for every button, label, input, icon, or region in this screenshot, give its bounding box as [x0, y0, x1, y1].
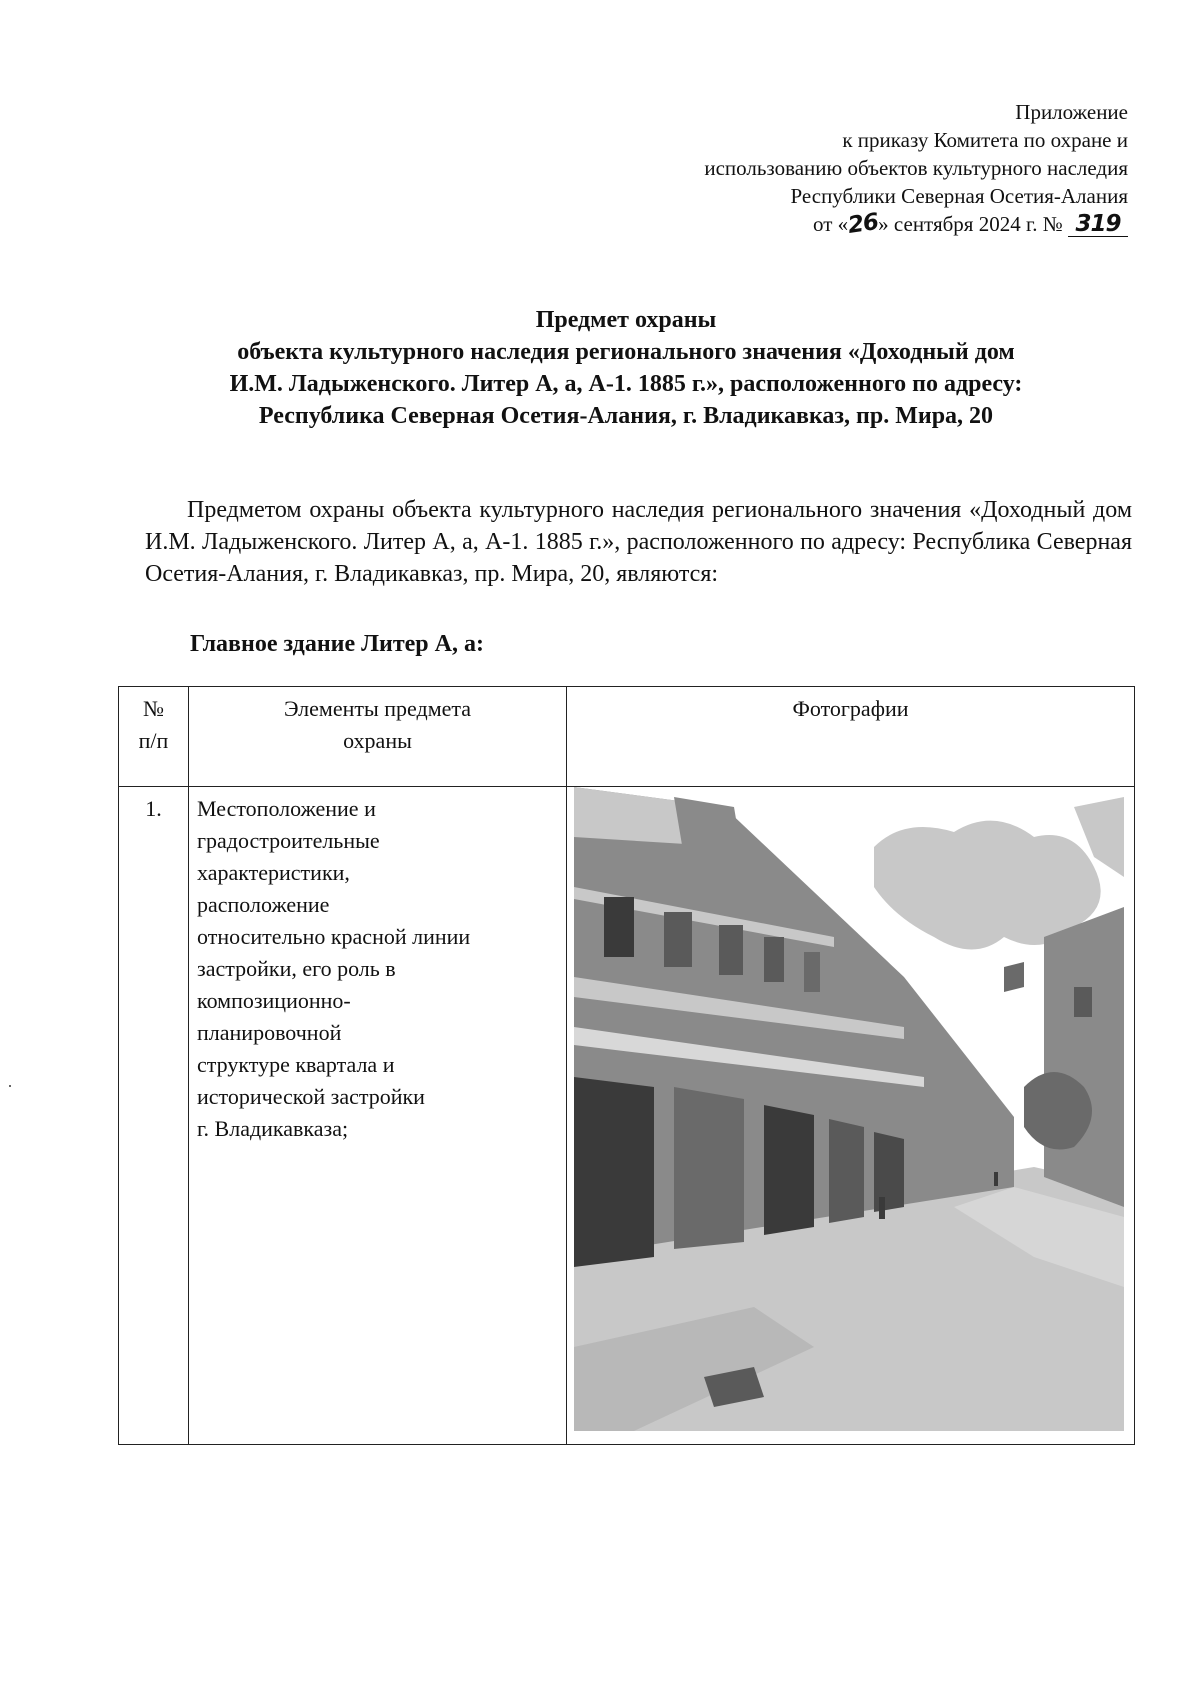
row-text-line: композиционно- [197, 988, 351, 1013]
header-elements-line-1: Элементы предмета [283, 696, 472, 721]
appendix-block [704, 98, 1128, 238]
row-number: 1. [119, 787, 189, 1445]
street-photo [574, 787, 1124, 1431]
appendix-line-4: Республики Северная Осетия-Алания [790, 184, 1128, 208]
intro-paragraph: Предметом охраны объекта культурного наследия регионального значения «Доходный дом И.М. Ладыженского. Литер А, а, А-1. 1885 г.», расположенного по адресу: Республика Северная Осетия-Алания, г. Владикавказ, пр. Мира, 20, являются: [145, 497, 1132, 587]
header-num [119, 687, 189, 787]
date-prefix: от « [813, 212, 849, 236]
title-line-2: объекта культурного наследия регионального значения «Доходный дом [237, 339, 1015, 365]
row-text-line: исторической застройки [197, 1084, 425, 1109]
document-title [120, 304, 1132, 432]
header-num-line-1: № [143, 696, 164, 721]
row-text-line: планировочной [197, 1020, 342, 1045]
row-text-line: структуре квартала и [197, 1052, 395, 1077]
handwritten-order-number: 319 [1075, 211, 1121, 237]
row-elements-text [189, 787, 567, 1445]
appendix-line-1: Приложение [1015, 100, 1128, 124]
row-text-line: градостроительные [197, 828, 380, 853]
row-photo-cell [567, 787, 1135, 1445]
protection-table [118, 686, 1135, 1445]
header-elements [189, 687, 567, 787]
row-text-line: расположение [197, 892, 330, 917]
header-photos [567, 687, 1135, 787]
row-text-line: характеристики, [197, 860, 350, 885]
title-line-1: Предмет охраны [535, 307, 717, 333]
handwritten-day: 26 [846, 209, 880, 239]
appendix-date-line [704, 210, 1128, 238]
row-text-line: застройки, его роль в [197, 956, 396, 981]
margin-speck [9, 1085, 11, 1087]
table-header-row [119, 687, 1135, 787]
row-text-line: относительно красной линии [197, 924, 471, 949]
section-title: Главное здание Литер А, а: [190, 631, 484, 657]
title-line-3: И.М. Ладыженского. Литер А, а, А-1. 1885 г.», расположенного по адресу: [229, 371, 1023, 397]
header-photos-label: Фотографии [792, 696, 909, 721]
header-elements-line-2: охраны [343, 728, 412, 753]
row-text-line: Местоположение и [197, 796, 376, 821]
title-line-4: Республика Северная Осетия-Алания, г. Владикавказ, пр. Мира, 20 [258, 403, 994, 429]
date-mid: » сентября 2024 г. № [878, 212, 1063, 236]
order-number-field [1068, 212, 1128, 237]
appendix-line-3: использованию объектов культурного наследия [704, 156, 1128, 180]
row-text-line: г. Владикавказа; [197, 1116, 349, 1141]
appendix-line-2: к приказу Комитета по охране и [842, 128, 1128, 152]
table-row [119, 787, 1135, 1445]
header-num-line-2: п/п [138, 728, 169, 753]
